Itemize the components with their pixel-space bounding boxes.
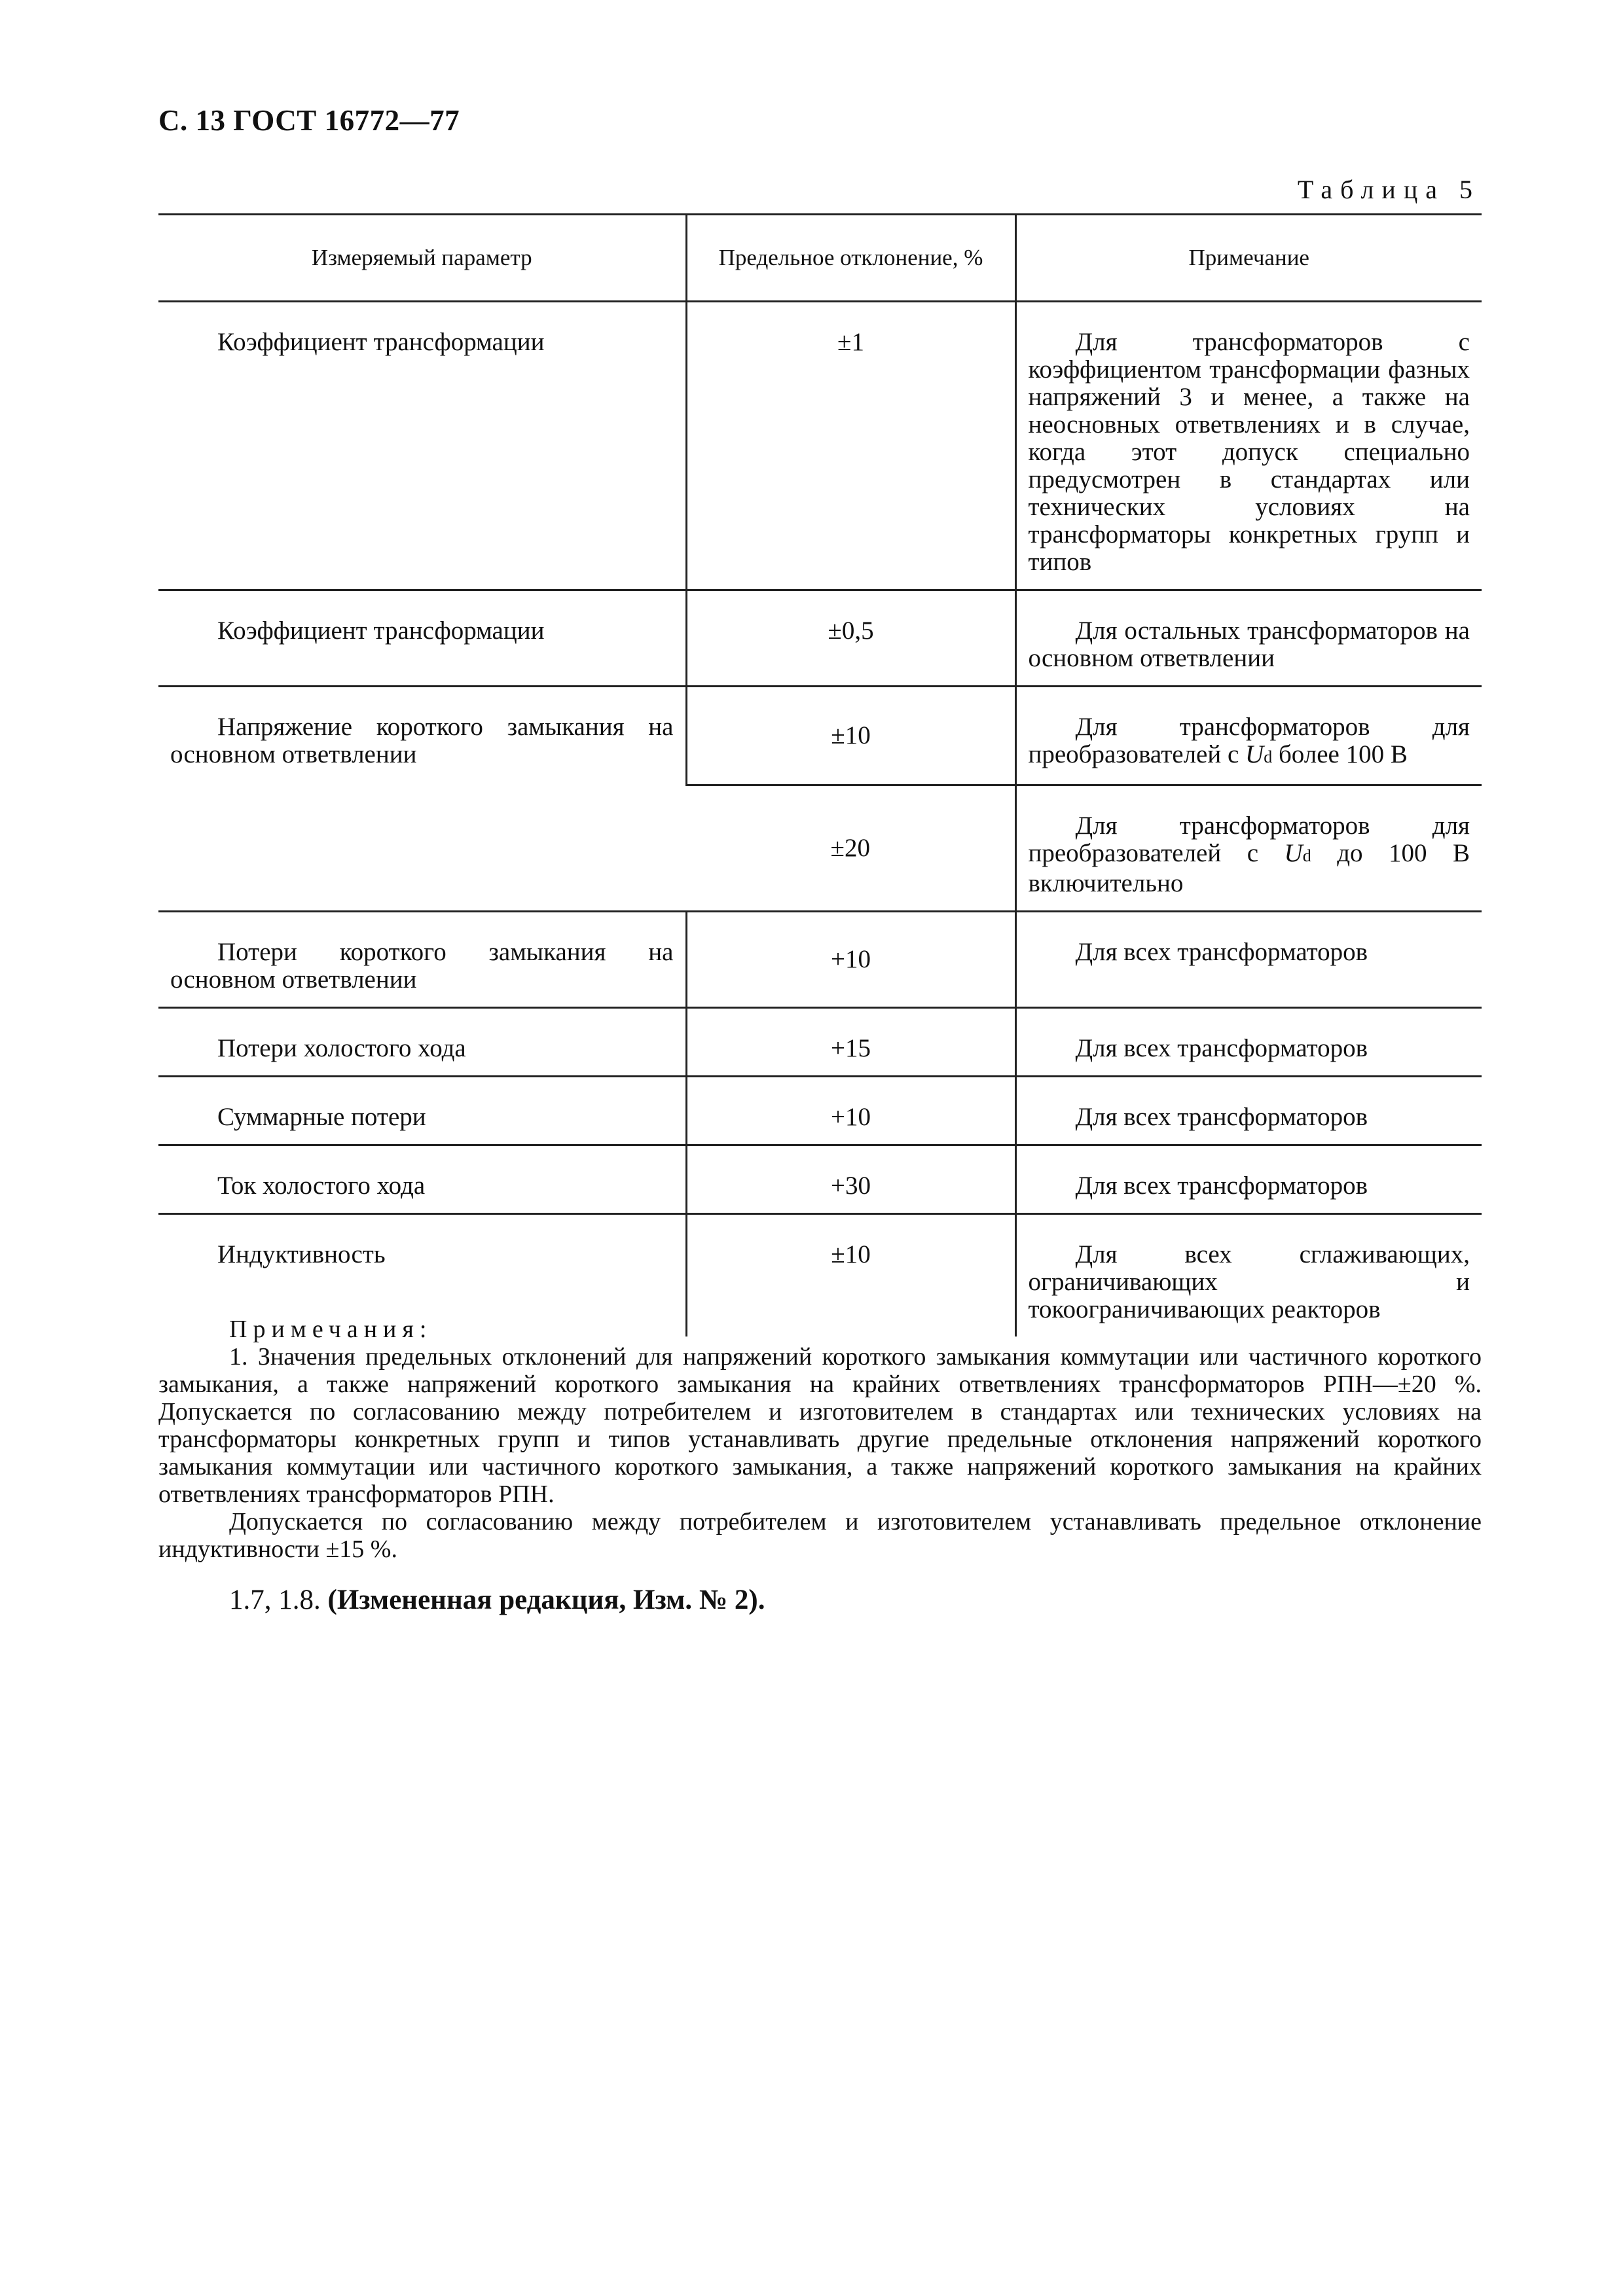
- table-row: [158, 590, 1482, 687]
- param-cell: Потери короткого замыкания на основном ответвлении: [158, 912, 686, 1008]
- table-row: [158, 912, 1482, 1008]
- deviation-cell: +10: [686, 1077, 1015, 1145]
- deviation-cell: +30: [686, 1145, 1015, 1214]
- table-row: [158, 302, 1482, 590]
- column-header-note: Примечание: [1015, 215, 1482, 302]
- note-text: более 100 В: [1278, 740, 1408, 768]
- table-caption: Таблица 5: [1297, 175, 1480, 204]
- note-cell: [1015, 687, 1482, 785]
- column-header-deviation: Предельное отклонение, %: [686, 215, 1015, 302]
- notes-heading: Примечания:: [229, 1316, 433, 1343]
- note-cell: Для остальных трансформаторов на основном ответвлении: [1015, 590, 1482, 687]
- table-row: [158, 1008, 1482, 1077]
- table-row: [158, 1145, 1482, 1214]
- deviation-cell: +10: [686, 912, 1015, 1008]
- param-cell: Суммарные потери: [158, 1077, 686, 1145]
- table-header-row: [158, 215, 1482, 302]
- edition-note: (Измененная редакция, Изм. № 2).: [327, 1585, 765, 1615]
- note-paragraph: Допускается по согласованию между потребителем и изготовителем устанавливать предельное отклонение индуктивности ±15 %.: [158, 1508, 1482, 1563]
- voltage-subscript: d: [1264, 747, 1273, 766]
- param-cell: Индуктивность: [217, 1240, 386, 1268]
- note-text: Для трансформаторов для преобразователей с: [1028, 713, 1470, 768]
- deviation-cell: ±10: [686, 1214, 1015, 1337]
- voltage-symbol: U: [1284, 839, 1303, 867]
- note-cell: Для всех трансформаторов: [1015, 1008, 1482, 1077]
- note-cell: Для трансформаторов с коэффициентом трансформации фазных напряжений 3 и менее, а также на неосновных ответвлениях и в случае, когда этот допуск специально предусмотрен в стандартах или технических условиях на трансформаторы конкретных групп и типов: [1015, 302, 1482, 590]
- deviation-cell: ±10: [686, 687, 1015, 785]
- deviations-table: [158, 213, 1482, 1336]
- param-cell: Ток холостого хода: [158, 1145, 686, 1214]
- deviation-cell: ±1: [686, 302, 1015, 590]
- table-row: [158, 687, 1482, 785]
- note-cell: Для всех трансформаторов: [1015, 912, 1482, 1008]
- note-paragraph: 1. Значения предельных отклонений для напряжений короткого замыкания коммутации или частичного короткого замыкания, а также напряжений короткого замыкания на крайних ответвлениях трансформаторов РПН—±20 %. Допускается по согласованию между потребителем и изготовителем в стандартах или технических условиях на трансформаторы конкретных групп и типов устанавливать другие предельные отклонения напряжений короткого замыкания коммутации или частичного короткого замыкания, а также напряжений короткого замыкания на крайних ответвлениях трансформаторов РПН.: [158, 1343, 1482, 1508]
- param-cell: Напряжение короткого замыкания на основном ответвлении: [158, 687, 686, 912]
- deviation-cell: +15: [686, 1008, 1015, 1077]
- voltage-symbol: U: [1245, 740, 1264, 768]
- param-cell: Коэффициент трансформации: [158, 302, 686, 590]
- page-header: С. 13 ГОСТ 16772—77: [158, 104, 460, 137]
- note-cell: Для всех трансформаторов: [1015, 1077, 1482, 1145]
- param-cell: Потери холостого хода: [158, 1008, 686, 1077]
- param-cell: Коэффициент трансформации: [158, 590, 686, 687]
- note-cell: [1015, 785, 1482, 912]
- deviation-cell: ±0,5: [686, 590, 1015, 687]
- note-text: до 100 В включительно: [1028, 839, 1470, 897]
- deviation-cell: ±20: [686, 785, 1015, 912]
- voltage-subscript: d: [1302, 846, 1311, 865]
- note-cell: Для всех сглаживающих, ограничивающих и токоограничивающих реакторов: [1015, 1214, 1482, 1337]
- amendment-line: [229, 1584, 765, 1616]
- note-text: Для трансформаторов для преобразователей с: [1028, 812, 1470, 867]
- note-cell: Для всех трансформаторов: [1015, 1145, 1482, 1214]
- section-refs: 1.7, 1.8.: [229, 1585, 321, 1615]
- column-header-parameter: Измеряемый параметр: [158, 215, 686, 302]
- table-row: [158, 1077, 1482, 1145]
- notes-section: [158, 1316, 1482, 1563]
